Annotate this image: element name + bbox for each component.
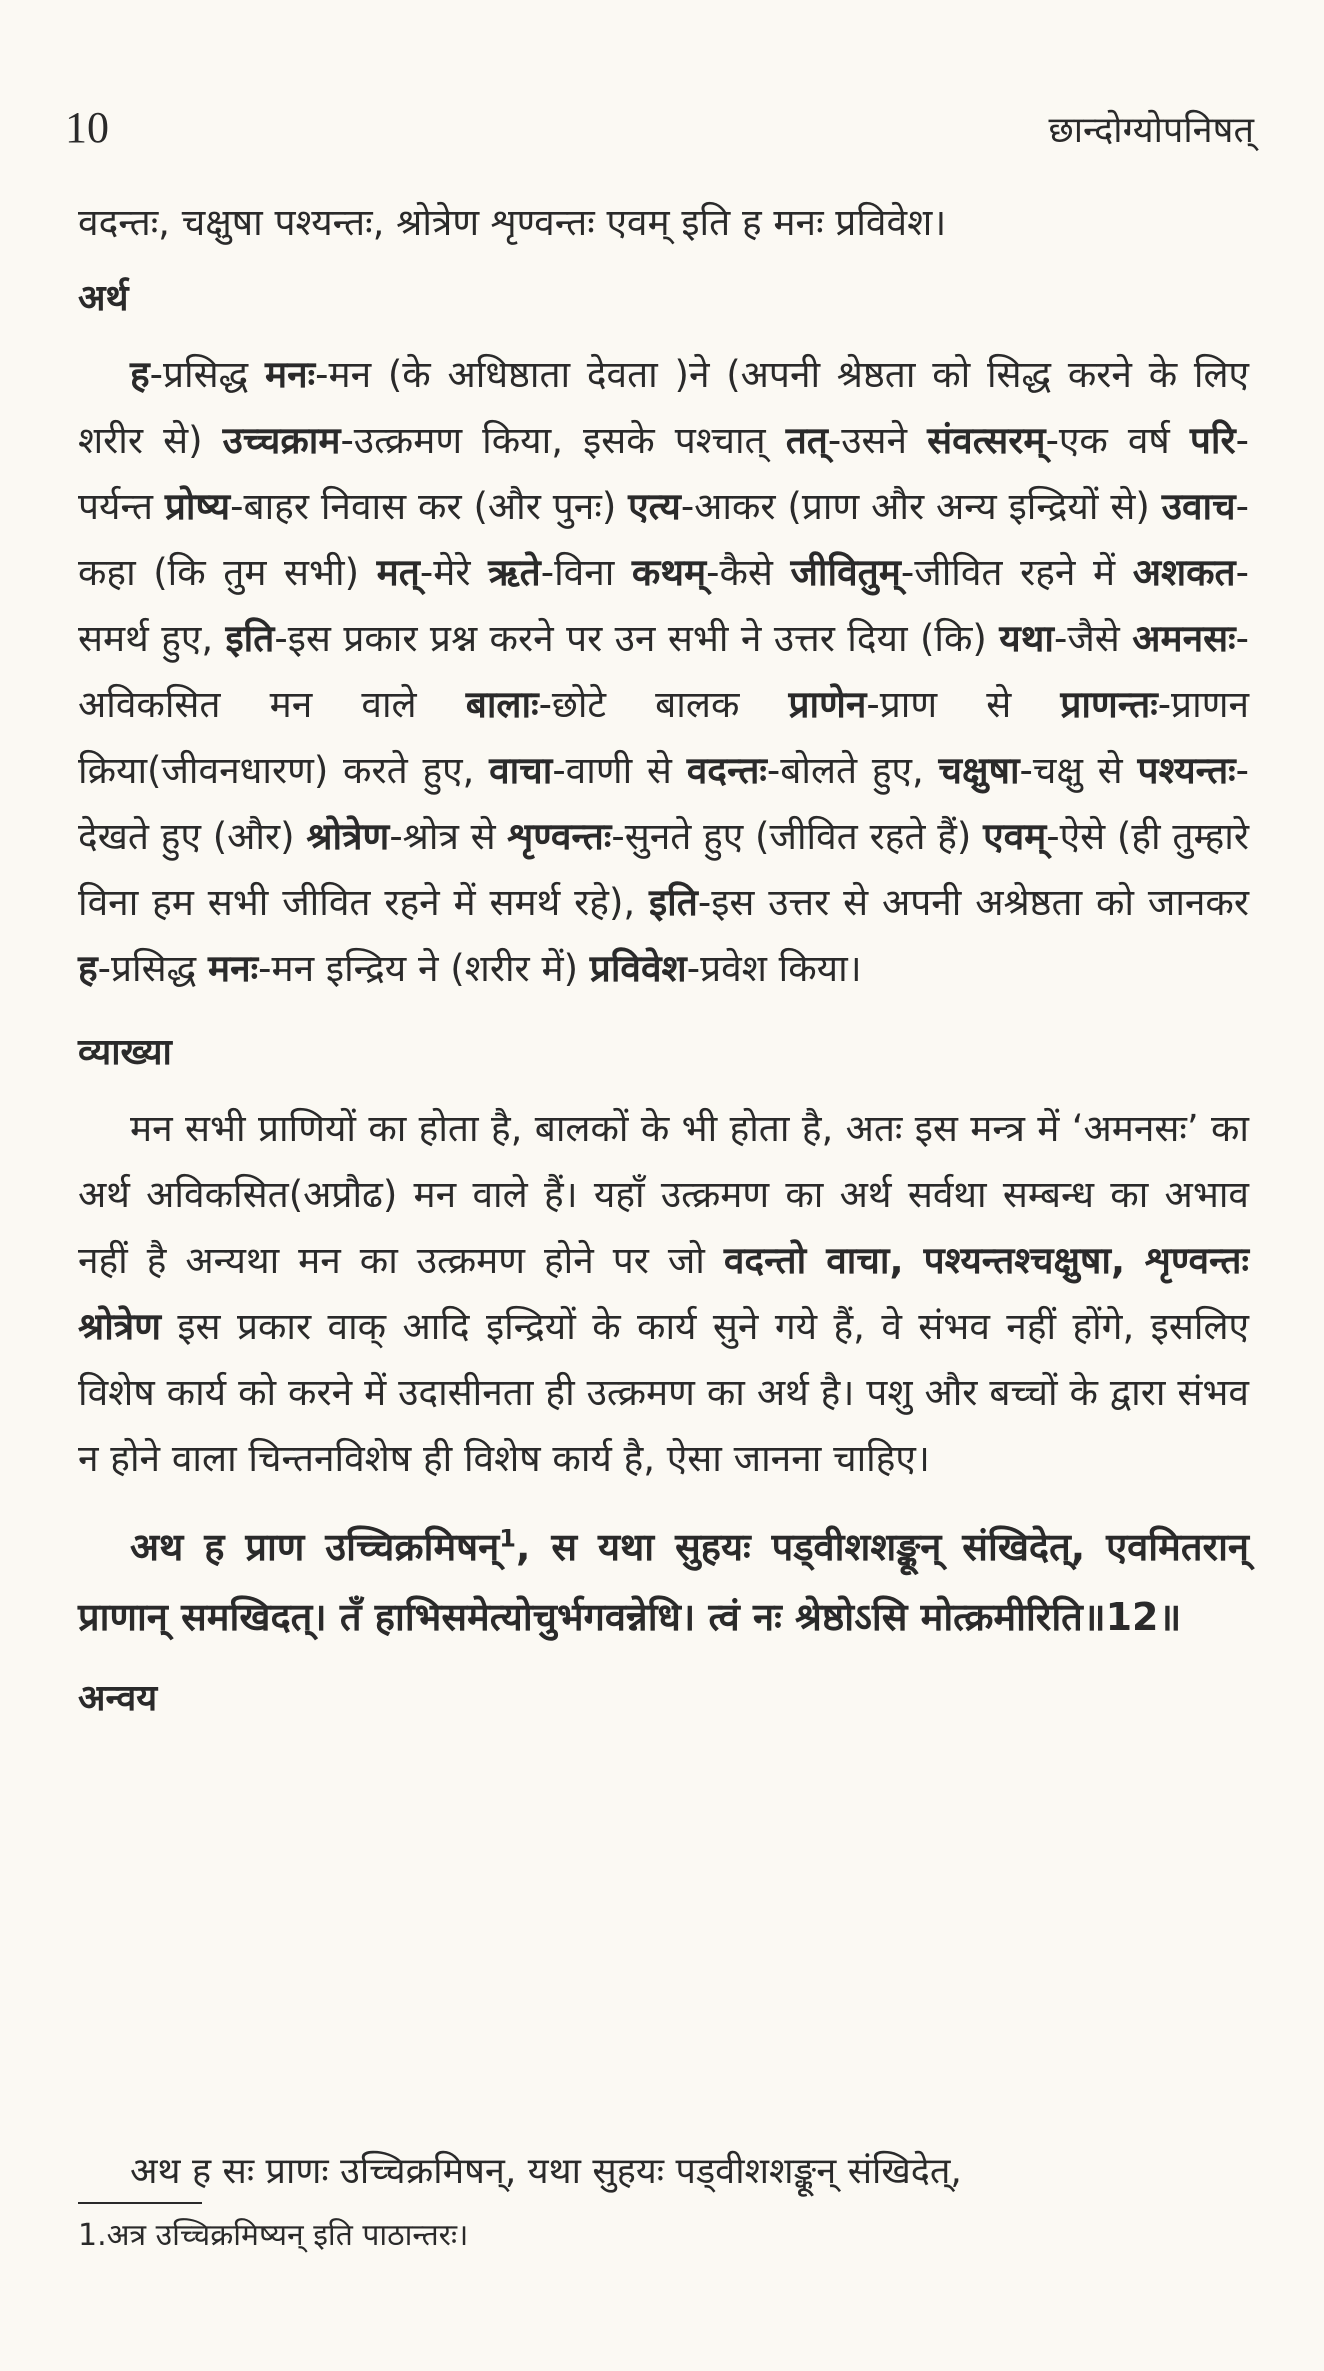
bold-term: इति: [649, 881, 698, 924]
text-run: -आकर (प्राण और अन्य इन्द्रियों से): [680, 485, 1162, 528]
bold-term: एवम्: [983, 815, 1047, 858]
text-run: -इस उत्तर से अपनी अश्रेष्ठता को जानकर: [697, 881, 1249, 924]
text-run: -इस प्रकार प्रश्न करने पर उन सभी ने उत्तर दिया (कि): [274, 617, 1000, 660]
artha-paragraph: [78, 342, 1249, 1002]
text-run: -कहा (कि तुम सभी): [78, 485, 1249, 594]
text-run: -विना: [540, 551, 632, 594]
text-run: -ऐसे (ही तुम्हारे विना हम सभी जीवित रहने में समर्थ रहे),: [78, 815, 1250, 924]
artha-heading: अर्थ: [78, 278, 129, 319]
bold-term: वदन्तः: [686, 749, 767, 792]
text-run: -प्रसिद्ध: [149, 353, 265, 396]
bold-term: यथा: [999, 617, 1054, 660]
text-run: -मन (के अधिष्ठाता देवता )ने (अपनी श्रेष्ठता को सिद्ध करने के लिए शरीर से): [78, 353, 1249, 462]
bold-term: ह: [130, 353, 150, 396]
text-run: -प्रसिद्ध: [97, 947, 208, 990]
text-run: -कैसे: [706, 551, 791, 594]
bold-term: ऋते: [488, 551, 541, 594]
text-run: -प्राण से: [866, 683, 1061, 726]
text-run: -जैसे: [1053, 617, 1133, 660]
anvaya-line: अथ ह सः प्राणः उच्चिक्रमिषन्, यथा सुहयः पड्वीशशङ्कून् संखिदेत्,: [130, 2151, 962, 2192]
text-run: -पर्यन्त: [78, 419, 1249, 528]
bold-term: वाचा: [489, 749, 553, 792]
text-run: -प्राणन क्रिया(जीवनधारण) करते हुए,: [78, 683, 1249, 792]
footnote-marker: 1: [499, 1524, 516, 1553]
text-run: -देखते हुए (और): [78, 749, 1249, 858]
page-number: 10: [65, 103, 109, 152]
page-header: [65, 102, 1254, 153]
footnote: 1.अत्र उच्चिक्रमिष्यन् इति पाठान्तरः।: [78, 2218, 469, 2253]
text-run: -उत्क्रमण किया, इसके पश्चात्: [340, 419, 786, 462]
shloka-verse: [78, 1512, 1249, 1652]
text-run: -सुनते हुए (जीवित रहते हैं): [611, 815, 984, 858]
text-run: -समर्थ हुए,: [78, 551, 1249, 660]
bold-term: शृण्वन्तः: [507, 815, 612, 858]
bold-term: संवत्सरम्: [927, 419, 1046, 462]
text-run: -श्रोत्र से: [389, 815, 508, 858]
bold-term: प्रविवेश: [589, 947, 687, 990]
text-run: मन सभी प्राणियों का होता है, बालकों के भी होता है, अतः इस मन्त्र में ‘अमनसः’ का अर्थ अविकसित(अप्रौढ) मन वाले हैं। यहाँ उत्क्रमण का अर्थ सर्वथा सम्बन्ध का अभाव नहीं है अन्यथा मन का उत्क्रमण होने पर जो: [78, 1107, 1249, 1282]
page-content: [78, 190, 1249, 1742]
vyakhya-paragraph: [78, 1096, 1249, 1492]
bold-term: तत्: [785, 419, 828, 462]
text-run: -बोलते हुए,: [766, 749, 939, 792]
text-run: -उसने: [827, 419, 928, 462]
shloka-text-rest: , स यथा सुहयः पड्वीशशङ्कून् संखिदेत्, एवमितरान् प्राणान् समखिदत्। तँ हाभिसमेत्योचुर्भगवन्नेधि। त्वं नः श्रेष्ठोऽसि मोत्क्रमीरिति॥12॥: [78, 1525, 1249, 1639]
bold-term: प्राणन्तः: [1060, 683, 1158, 726]
anvaya-heading: अन्वय: [78, 1678, 158, 1719]
bold-term: चक्षुषा: [938, 749, 1020, 792]
bold-term: एत्य: [628, 485, 681, 528]
running-title: छान्दोग्योपनिषत्: [1048, 110, 1254, 151]
bold-term: ह: [78, 947, 98, 990]
bold-term: इति: [225, 617, 275, 660]
text-run: -एक वर्ष: [1045, 419, 1190, 462]
text-run: -अविकसित मन वाले: [78, 617, 1249, 726]
bold-term: मत्: [376, 551, 420, 594]
bold-term: उवाच: [1161, 485, 1236, 528]
bold-term: उच्चक्राम: [222, 419, 341, 462]
bold-term: अमनसः: [1132, 617, 1236, 660]
bold-term: प्रोष्य: [164, 485, 231, 528]
bold-term: मनः: [207, 947, 259, 990]
bold-term: कथम्: [631, 551, 707, 594]
bold-term: श्रोत्रेण: [306, 815, 390, 858]
text-run: -जीवित रहने में: [900, 551, 1133, 594]
continuation-line: वदन्तः, चक्षुषा पश्यन्तः, श्रोत्रेण शृण्वन्तः एवम् इति ह मनः प्रविवेश।: [78, 201, 947, 244]
bold-term: पश्यन्तः: [1137, 749, 1236, 792]
bold-term: बालाः: [465, 683, 539, 726]
bold-term: जीवितुम्: [790, 551, 901, 594]
bold-term: वदन्तो वाचा, पश्यन्तश्चक्षुषा, शृण्वन्तः श्रोत्रेण: [78, 1239, 1250, 1348]
bold-term: मनः: [264, 353, 316, 396]
text-run: -वाणी से: [552, 749, 687, 792]
text-run: -बाहर निवास कर (और पुनः): [230, 485, 629, 528]
text-run: -मेरे: [419, 551, 489, 594]
vyakhya-heading: व्याख्या: [78, 1032, 172, 1073]
text-run: -छोटे बालक: [538, 683, 789, 726]
shloka-text-start: अथ ह प्राण उच्चिक्रमिषन्: [130, 1525, 500, 1569]
text-run: -प्रवेश किया।: [686, 947, 862, 990]
text-run: इस प्रकार वाक् आदि इन्द्रियों के कार्य सुने गये हैं, वे संभव नहीं होंगे, इसलिए विशेष कार्य को करने में उदासीनता ही उत्क्रमण का अर्थ है। पशु और बच्चों के द्वारा संभव न होने वाला चिन्तनविशेष ही विशेष कार्य है, ऐसा जानना चाहिए।: [78, 1305, 1249, 1480]
bold-term: अशकत: [1132, 551, 1236, 594]
text-run: -चक्षु से: [1019, 749, 1138, 792]
text-run: -मन इन्द्रिय ने (शरीर में): [258, 947, 590, 990]
footnote-divider: [78, 2202, 202, 2204]
bold-term: प्राणेन: [788, 683, 867, 726]
bold-term: परि: [1189, 419, 1236, 462]
